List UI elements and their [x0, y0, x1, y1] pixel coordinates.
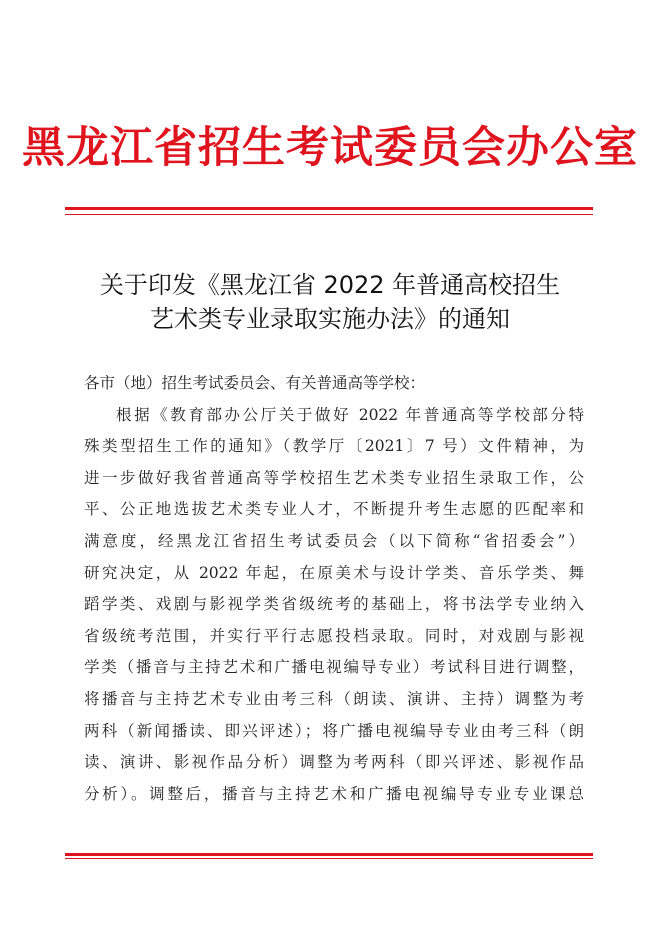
- document-body: [84, 368, 584, 810]
- document-title: [0, 268, 660, 336]
- body-line: 满意度，经黑龙江省招生考试委员会（以下简称“省招委会”）: [84, 531, 584, 550]
- body-line: 根据《教育部办公厅关于做好 2022 年普通高等学校部分特: [116, 405, 584, 424]
- body-line: 研究决定，从 2022 年起，在原美术与设计学类、音乐学类、舞: [84, 563, 584, 582]
- document-title-line-1: 关于印发《黑龙江省 2022 年普通高校招生: [99, 271, 561, 299]
- body-line: 殊类型招生工作的通知》（教学厅〔2021〕7 号）文件精神，为: [84, 437, 584, 456]
- body-line: 进一步做好我省普通高等学校招生艺术类专业招生录取工作，公: [84, 468, 584, 487]
- body-line: 蹈学类、戏剧与影视学类省级统考的基础上，将书法学专业纳入: [84, 595, 584, 614]
- issuing-office-header: 黑龙江省招生考试委员会办公室: [22, 123, 638, 173]
- body-line: 两科（新闻播读、即兴评述）；将广播电视编导专业由考三科（朗: [84, 721, 584, 740]
- body-line: 读、演讲、影视作品分析）调整为考两科（即兴评述、影视作品: [84, 753, 584, 772]
- footer-divider-thick: [65, 853, 593, 856]
- body-line: 将播音与主持艺术专业由考三科（朗读、演讲、主持）调整为考: [84, 689, 584, 708]
- body-line: 平、公正地选拔艺术类专业人才，不断提升考生志愿的匹配率和: [84, 500, 584, 519]
- header-divider-thin: [65, 214, 593, 215]
- header-divider-thick: [65, 207, 593, 210]
- document-title-line-2: 艺术类专业录取实施办法》的通知: [150, 305, 510, 333]
- body-line: 省级统考范围，并实行平行志愿投档录取。同时，对戏剧与影视: [84, 626, 584, 645]
- salutation: 各市（地）招生考试委员会、有关普通高等学校：: [84, 374, 426, 392]
- footer-divider-thin: [65, 858, 593, 859]
- body-line: 分析）。调整后，播音与主持艺术和广播电视编导专业专业课总: [84, 784, 584, 803]
- body-line: 学类（播音与主持艺术和广播电视编导专业）考试科目进行调整，: [84, 658, 584, 677]
